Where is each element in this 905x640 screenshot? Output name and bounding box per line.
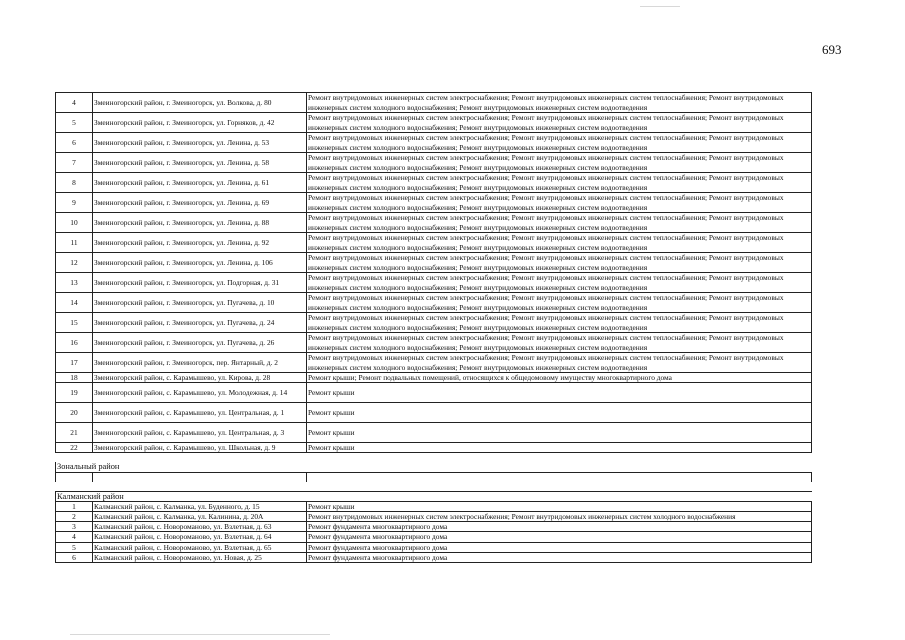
district-row	[56, 462, 812, 472]
row-address: Змеиногорский район, г. Змеиногорск, ул. Пугачева, д. 24	[93, 313, 307, 333]
row-number: 19	[56, 383, 93, 403]
row-number: 20	[56, 403, 93, 423]
row-work: Ремонт фундамента многоквартирного дома	[307, 522, 812, 532]
row-number: 14	[56, 293, 93, 313]
scan-artifact-line	[640, 6, 680, 7]
row-number: 8	[56, 173, 93, 193]
row-address: Змеиногорский район, г. Змеиногорск, пер. Янтарный, д. 2	[93, 353, 307, 373]
table-row	[56, 501, 812, 511]
row-number: 11	[56, 233, 93, 253]
row-number: 16	[56, 333, 93, 353]
row-number: 6	[56, 133, 93, 153]
row-address: Змеиногорский район, г. Змеиногорск, ул. Ленина, д. 69	[93, 193, 307, 213]
table-row	[56, 133, 812, 153]
row-work: Ремонт фундамента многоквартирного дома	[307, 552, 812, 562]
table-row	[56, 173, 812, 193]
table-row	[56, 552, 812, 562]
row-address: Змеиногорский район, г. Змеиногорск, ул. Ленина, д. 106	[93, 253, 307, 273]
table-row	[56, 512, 812, 522]
table-row	[56, 213, 812, 233]
row-number: 17	[56, 353, 93, 373]
row-work: Ремонт внутридомовых инженерных систем электроснабжения; Ремонт внутридомовых инженерных систем теплоснабжения; Ремонт внутридомовых инженерных систем холодного водоснабжения; Ремонт внутридомовых инженерных систем водоотведения	[307, 133, 812, 153]
table-row	[56, 373, 812, 383]
blank-row	[56, 453, 812, 463]
district-title: Калманский район	[56, 491, 812, 501]
row-number: 21	[56, 423, 93, 443]
table-row	[56, 403, 812, 423]
table-row	[56, 253, 812, 273]
row-address: Змеиногорский район, с. Карамышево, ул. Кирова, д. 28	[93, 373, 307, 383]
table-row	[56, 273, 812, 293]
row-address: Змеиногорский район, г. Змеиногорск, ул. Ленина, д. 88	[93, 213, 307, 233]
blank-row	[56, 482, 812, 492]
row-number: 4	[56, 532, 93, 542]
row-address: Змеиногорский район, г. Змеиногорск, ул. Ленина, д. 92	[93, 233, 307, 253]
row-number: 5	[56, 542, 93, 552]
row-work: Ремонт внутридомовых инженерных систем электроснабжения; Ремонт внутридомовых инженерных систем теплоснабжения; Ремонт внутридомовых инженерных систем холодного водоснабжения; Ремонт внутридомовых инженерных систем водоотведения	[307, 313, 812, 333]
row-address: Калманский район, с. Новороманово, ул. Взлетная, д. 64	[93, 532, 307, 542]
table-row	[56, 383, 812, 403]
table-row	[56, 113, 812, 133]
table-row	[56, 93, 812, 113]
scan-artifact-line	[70, 634, 330, 635]
row-address: Змеиногорский район, г. Змеиногорск, ул. Ленина, д. 61	[93, 173, 307, 193]
row-number: 9	[56, 193, 93, 213]
row-work: Ремонт внутридомовых инженерных систем электроснабжения; Ремонт внутридомовых инженерных систем теплоснабжения; Ремонт внутридомовых инженерных систем холодного водоснабжения; Ремонт внутридомовых инженерных систем водоотведения	[307, 193, 812, 213]
row-work: Ремонт крыши	[307, 443, 812, 453]
district-row	[56, 491, 812, 501]
row-address: Змеиногорский район, г. Змеиногорск, ул. Горняков, д. 42	[93, 113, 307, 133]
table-row	[56, 522, 812, 532]
row-work: Ремонт крыши	[307, 403, 812, 423]
row-address: Калманский район, с. Новороманово, ул. Взлетная, д. 65	[93, 542, 307, 552]
row-number: 12	[56, 253, 93, 273]
row-number: 6	[56, 552, 93, 562]
row-address: Змеиногорский район, г. Змеиногорск, ул. Пугачева, д. 26	[93, 333, 307, 353]
row-number: 5	[56, 113, 93, 133]
row-work: Ремонт внутридомовых инженерных систем электроснабжения; Ремонт внутридомовых инженерных систем холодного водоснабжения	[307, 512, 812, 522]
row-number: 15	[56, 313, 93, 333]
repair-program-table	[55, 92, 812, 563]
row-work: Ремонт внутридомовых инженерных систем электроснабжения; Ремонт внутридомовых инженерных систем теплоснабжения; Ремонт внутридомовых инженерных систем холодного водоснабжения; Ремонт внутридомовых инженерных систем водоотведения	[307, 333, 812, 353]
row-work: Ремонт внутридомовых инженерных систем электроснабжения; Ремонт внутридомовых инженерных систем теплоснабжения; Ремонт внутридомовых инженерных систем холодного водоснабжения; Ремонт внутридомовых инженерных систем водоотведения	[307, 153, 812, 173]
row-work: Ремонт крыши	[307, 383, 812, 403]
row-work: Ремонт крыши; Ремонт подвальных помещений, относящихся к общедомовому имуществу многоквартирного дома	[307, 373, 812, 383]
row-work: Ремонт внутридомовых инженерных систем электроснабжения; Ремонт внутридомовых инженерных систем теплоснабжения; Ремонт внутридомовых инженерных систем холодного водоснабжения; Ремонт внутридомовых инженерных систем водоотведения	[307, 353, 812, 373]
table-row	[56, 423, 812, 443]
row-address: Калманский район, с. Новороманово, ул. Взлетная, д. 63	[93, 522, 307, 532]
table-row	[56, 532, 812, 542]
row-address: Змеиногорский район, с. Карамышево, ул. Центральная, д. 1	[93, 403, 307, 423]
row-number: 22	[56, 443, 93, 453]
table-row	[56, 233, 812, 253]
row-work: Ремонт крыши	[307, 501, 812, 511]
row-number: 18	[56, 373, 93, 383]
row-address: Калманский район, с. Калманка, ул. Калинина, д. 20А	[93, 512, 307, 522]
table-row	[56, 542, 812, 552]
table-row	[56, 353, 812, 373]
row-number: 7	[56, 153, 93, 173]
row-address: Змеиногорский район, г. Змеиногорск, ул. Подгорная, д. 31	[93, 273, 307, 293]
table-row	[56, 153, 812, 173]
row-work: Ремонт фундамента многоквартирного дома	[307, 542, 812, 552]
row-address: Калманский район, с. Калманка, ул. Буденного, д. 15	[93, 501, 307, 511]
row-work: Ремонт внутридомовых инженерных систем электроснабжения; Ремонт внутридомовых инженерных систем теплоснабжения; Ремонт внутридомовых инженерных систем холодного водоснабжения; Ремонт внутридомовых инженерных систем водоотведения	[307, 93, 812, 113]
row-address: Змеиногорский район, г. Змеиногорск, ул. Волкова, д. 80	[93, 93, 307, 113]
page-number: 693	[822, 42, 842, 57]
row-address: Змеиногорский район, г. Змеиногорск, ул. Ленина, д. 53	[93, 133, 307, 153]
blank-row	[56, 472, 812, 482]
row-work: Ремонт внутридомовых инженерных систем электроснабжения; Ремонт внутридомовых инженерных систем теплоснабжения; Ремонт внутридомовых инженерных систем холодного водоснабжения; Ремонт внутридомовых инженерных систем водоотведения	[307, 293, 812, 313]
table-row	[56, 333, 812, 353]
row-work: Ремонт фундамента многоквартирного дома	[307, 532, 812, 542]
row-work: Ремонт крыши	[307, 423, 812, 443]
row-number: 10	[56, 213, 93, 233]
row-work: Ремонт внутридомовых инженерных систем электроснабжения; Ремонт внутридомовых инженерных систем теплоснабжения; Ремонт внутридомовых инженерных систем холодного водоснабжения; Ремонт внутридомовых инженерных систем водоотведения	[307, 253, 812, 273]
row-address: Змеиногорский район, с. Карамышево, ул. Центральная, д. 3	[93, 423, 307, 443]
table-row	[56, 293, 812, 313]
row-number: 1	[56, 501, 93, 511]
row-number: 2	[56, 512, 93, 522]
row-address: Змеиногорский район, с. Карамышево, ул. Молодежная, д. 14	[93, 383, 307, 403]
row-work: Ремонт внутридомовых инженерных систем электроснабжения; Ремонт внутридомовых инженерных систем теплоснабжения; Ремонт внутридомовых инженерных систем холодного водоснабжения; Ремонт внутридомовых инженерных систем водоотведения	[307, 273, 812, 293]
row-number: 4	[56, 93, 93, 113]
table-row	[56, 313, 812, 333]
table-row	[56, 193, 812, 213]
row-address: Калманский район, с. Новороманово, ул. Новая, д. 25	[93, 552, 307, 562]
row-work: Ремонт внутридомовых инженерных систем электроснабжения; Ремонт внутридомовых инженерных систем теплоснабжения; Ремонт внутридомовых инженерных систем холодного водоснабжения; Ремонт внутридомовых инженерных систем водоотведения	[307, 173, 812, 193]
row-work: Ремонт внутридомовых инженерных систем электроснабжения; Ремонт внутридомовых инженерных систем теплоснабжения; Ремонт внутридомовых инженерных систем холодного водоснабжения; Ремонт внутридомовых инженерных систем водоотведения	[307, 233, 812, 253]
row-address: Змеиногорский район, г. Змеиногорск, ул. Пугачева, д. 10	[93, 293, 307, 313]
row-address: Змеиногорский район, г. Змеиногорск, ул. Ленина, д. 58	[93, 153, 307, 173]
row-number: 13	[56, 273, 93, 293]
row-number: 3	[56, 522, 93, 532]
row-work: Ремонт внутридомовых инженерных систем электроснабжения; Ремонт внутридомовых инженерных систем теплоснабжения; Ремонт внутридомовых инженерных систем холодного водоснабжения; Ремонт внутридомовых инженерных систем водоотведения	[307, 213, 812, 233]
row-work: Ремонт внутридомовых инженерных систем электроснабжения; Ремонт внутридомовых инженерных систем теплоснабжения; Ремонт внутридомовых инженерных систем холодного водоснабжения; Ремонт внутридомовых инженерных систем водоотведения	[307, 113, 812, 133]
table-row	[56, 443, 812, 453]
row-address: Змеиногорский район, с. Карамышево, ул. Школьная, д. 9	[93, 443, 307, 453]
district-title: Зональный район	[56, 462, 812, 472]
